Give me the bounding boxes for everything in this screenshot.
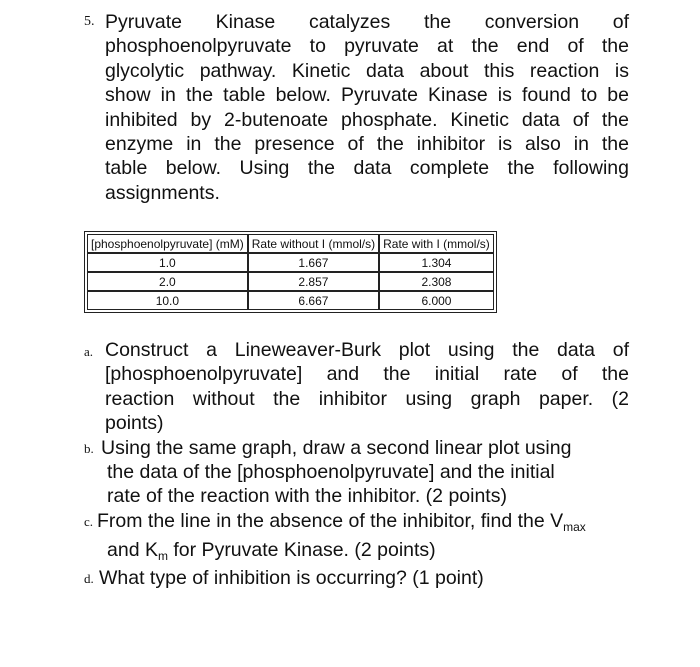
- table-cell: 6.667: [248, 291, 379, 310]
- table-cell: 2.308: [379, 272, 494, 291]
- table-cell: 2.857: [248, 272, 379, 291]
- item-a-text: [105, 338, 629, 436]
- table-header-row: [87, 234, 494, 253]
- intro-line-6: enzyme in the presence of the inhibitor is also in the: [105, 133, 629, 156]
- intro-line-8: assignments.: [105, 181, 220, 204]
- item-b-line-3: rate of the reaction with the inhibitor. (2 points): [107, 485, 507, 507]
- table-cell: 1.0: [87, 253, 248, 272]
- intro-line-2: phosphoenolpyruvate to pyruvate at the end of the: [105, 35, 629, 58]
- item-a-line-2: [phosphoenolpyruvate] and the initial rate of the: [105, 363, 629, 386]
- table-cell: 2.0: [87, 272, 248, 291]
- header-rate-with-inhibitor: Rate with I (mmol/s): [379, 234, 494, 253]
- vmax-subscript: max: [563, 520, 586, 534]
- table-cell: 1.667: [248, 253, 379, 272]
- header-rate-without-inhibitor: Rate without I (mmol/s): [248, 234, 379, 253]
- item-c-text: From the line in the absence of the inhibitor, find the V: [97, 510, 564, 532]
- intro-line-7: table below. Using the data complete the following: [105, 157, 629, 180]
- intro-line-3: glycolytic pathway. Kinetic data about this reaction is: [105, 59, 629, 82]
- intro-line-1: Pyruvate Kinase catalyzes the conversion of: [105, 11, 629, 33]
- item-c-km-prefix: and K: [107, 539, 158, 561]
- item-c-km-suffix: for Pyruvate Kinase. (2 points): [167, 539, 436, 561]
- item-b-line-1: Using the same graph, draw a second linear plot using: [101, 437, 572, 459]
- kinetic-data-table: [84, 231, 497, 313]
- table-row: [87, 291, 494, 310]
- item-a-line-1: Construct a Lineweaver-Burk plot using the data of: [105, 339, 629, 361]
- question-intro: [105, 10, 629, 205]
- item-b-line-2: the data of the [phosphoenolpyruvate] and the initial: [107, 461, 555, 483]
- table-row: [87, 253, 494, 272]
- table-cell: 1.304: [379, 253, 494, 272]
- item-d-text: What type of inhibition is occurring? (1 point): [99, 567, 484, 589]
- item-a-line-4: points): [105, 412, 164, 435]
- item-a-line-3: reaction without the inhibitor using graph paper. (2: [105, 387, 629, 410]
- item-c-line-2: [107, 538, 436, 562]
- item-c-letter: c.: [84, 514, 94, 529]
- km-subscript: m: [157, 549, 168, 563]
- item-a-letter: a.: [84, 344, 94, 359]
- table-cell: 10.0: [87, 291, 248, 310]
- question-number: 5.: [84, 14, 95, 29]
- intro-line-5: inhibited by 2-butenoate phosphate. Kinetic data of the: [105, 108, 629, 131]
- table-cell: 6.000: [379, 291, 494, 310]
- item-c-line-1: [97, 509, 586, 533]
- item-b-letter: b.: [84, 441, 94, 456]
- item-d-letter: d.: [84, 571, 94, 586]
- header-substrate: [phosphoenolpyruvate] (mM): [87, 234, 248, 253]
- intro-line-4: show in the table below. Pyruvate Kinase is found to be: [105, 84, 629, 107]
- table-row: [87, 272, 494, 291]
